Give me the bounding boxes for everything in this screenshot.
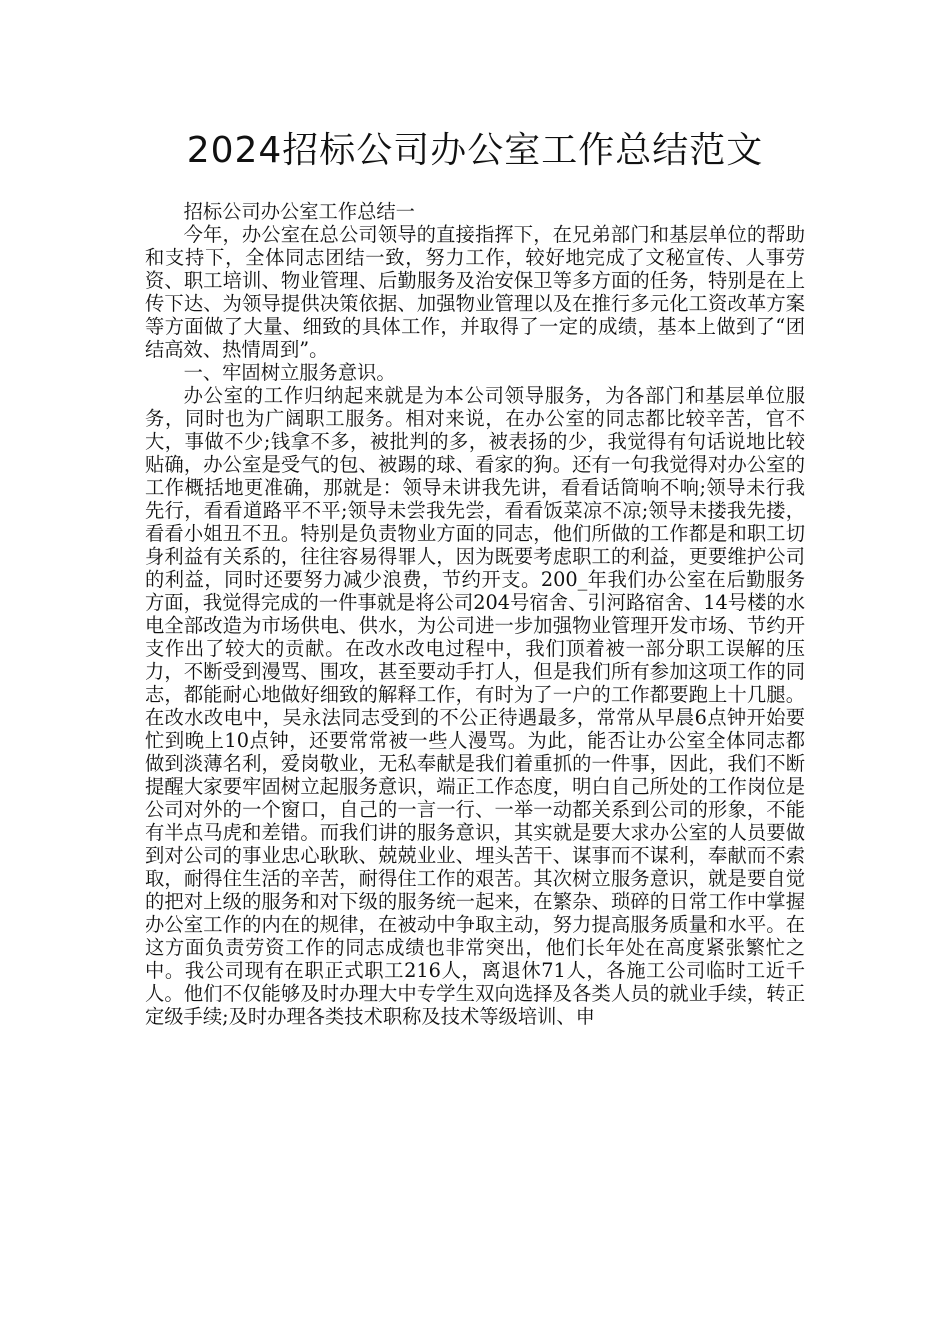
section-heading: 招标公司办公室工作总结一 [183,200,415,223]
document-body [145,200,805,1028]
body-paragraph: 今年，办公室在总公司领导的直接指挥下，在兄弟部门和基层单位的帮助和支持下，全体同志团结一致，努力工作，较好地完成了文秘宣传、人事劳资、职工培训、物业管理、后勤服务及治安保卫等多方面的任务，特别是在上传下达、为领导提供决策依据、加强物业管理以及在推行多元化工资改革方案等方面做了大量、细致的具体工作，并取得了一定的成绩，基本上做到了“团结高效、热情周到”。 [145,223,805,361]
section-heading: 一、牢固树立服务意识。 [183,361,396,384]
body-paragraph: 办公室的工作归纳起来就是为本公司领导服务，为各部门和基层单位服务，同时也为广阔职工服务。相对来说，在办公室的同志都比较辛苦，官不大，事做不少;钱拿不多，被批判的多，被表扬的少，我觉得有句话说地比较贴确，办公室是受气的包、被踢的球、看家的狗。还有一句我觉得对办公室的工作概括地更准确，那就是：领导未讲我先讲，看看话筒响不响;领导未行我先行，看看道路平不平;领导未尝我先尝，看看饭菜凉不凉;领导未搂我先搂，看看小姐丑不丑。特别是负责物业方面的同志，他们所做的工作都是和职工切身利益有关系的，往往容易得罪人，因为既要考虑职工的利益，更要维护公司的利益，同时还要努力减少浪费，节约开支。200_年我们办公室在后勤服务方面，我觉得完成的一件事就是将公司204号宿舍、引河路宿舍、14号楼的水电全部改造为市场供电、供水，为公司进一步加强物业管理开发市场、节约开支作出了较大的贡献。在改水改电过程中，我们顶着被一部分职工误解的压力，不断受到漫骂、围攻，甚至要动手打人，但是我们所有参加这项工作的同志，都能耐心地做好细致的解释工作，有时为了一户的工作都要跑上十几腿。在改水改电中，吴永法同志受到的不公正待遇最多，常常从早晨6点钟开始要忙到晚上10点钟，还要常常被一些人漫骂。为此，能否让办公室全体同志都做到淡薄名利，爱岗敬业，无私奉献是我们着重抓的一件事，因此，我们不断提醒大家要牢固树立起服务意识，端正工作态度，明白自己所处的工作岗位是公司对外的一个窗口，自己的一言一行、一举一动都关系到公司的形象，不能有半点马虎和差错。而我们讲的服务意识，其实就是要大求办公室的人员要做到对公司的事业忠心耿耿、兢兢业业、埋头苦干、谋事而不谋利，奉献而不索取，耐得住生活的辛苦，耐得住工作的艰苦。其次树立服务意识，就是要自觉的把对上级的服务和对下级的服务统一起来，在繁杂、琐碎的日常工作中掌握办公室工作的内在的规律，在被动中争取主动，努力提高服务质量和水平。在这方面负责劳资工作的同志成绩也非常突出，他们长年处在高度紧张繁忙之中。我公司现有在职正式职工216人，离退休71人，各施工公司临时工近千人。他们不仅能够及时办理大中专学生双向选择及各类人员的就业手续，转正定级手续;及时办理各类技术职称及技术等级培训、申 [145,384,805,1028]
document-title: 2024招标公司办公室工作总结范文 [186,130,764,171]
